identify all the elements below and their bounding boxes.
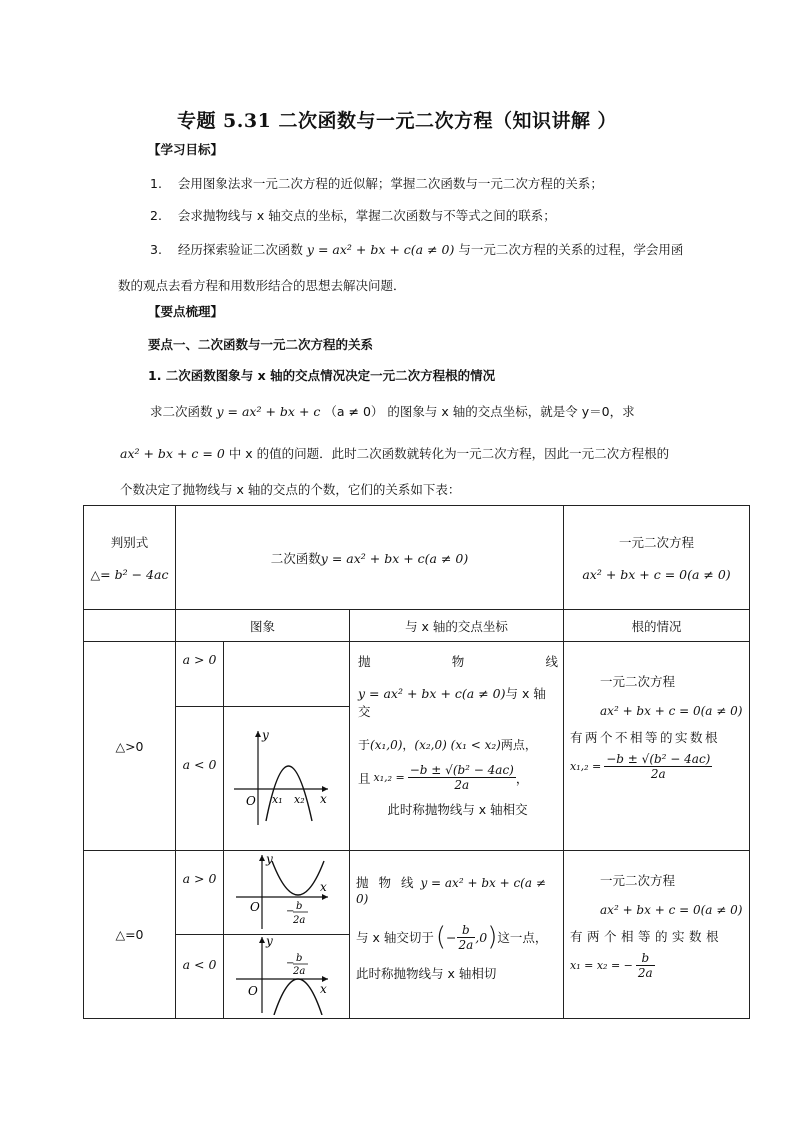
- vertex-num: b: [296, 901, 303, 912]
- root-label-x1: x₁: [272, 793, 283, 806]
- row2-roots-text: 有两个相等的实数根: [570, 929, 724, 944]
- row1-roots-formula2: [570, 752, 745, 781]
- row1-parabola-graph: [224, 727, 348, 827]
- frac-denominator: 2a: [650, 767, 666, 781]
- frac-numerator: −b ± √(b² − 4ac): [409, 763, 514, 777]
- goal-3-cont: 数的观点去看方程和用数形结合的思想去解决问题．: [118, 278, 406, 293]
- row1-inter-line1: [358, 652, 558, 670]
- y-axis-arrow: [259, 937, 265, 943]
- row1-inter-word: 抛: [358, 654, 371, 669]
- row2-inter-text: 这一点，: [497, 930, 548, 945]
- row1-roots-title: 一元二次方程: [600, 674, 676, 689]
- head-eq-formula: ax² + bx + c = 0(a ≠ 0): [582, 567, 731, 582]
- vertex-num: b: [296, 953, 303, 964]
- frac-numerator: b: [457, 923, 476, 938]
- row2-inter-text: 抛 物 线: [356, 875, 417, 890]
- row1-roots-fraction: [604, 752, 712, 781]
- axis-label-x: x: [320, 880, 327, 894]
- axis-label-y: y: [266, 852, 273, 866]
- subhead-intersection: 与 x 轴的交点坐标: [350, 610, 564, 642]
- head-disc-formula: △= b² − 4ac: [90, 567, 169, 582]
- frac-numerator: b: [636, 951, 655, 966]
- axis-label-x: x: [320, 982, 327, 996]
- row1-inter-after: 与 x 轴交: [358, 686, 546, 719]
- row1-roots-x12: x₁,₂ =: [570, 760, 602, 773]
- row1-inter-cond: (x₁ < x₂): [450, 738, 501, 752]
- row1-inter-line4: [358, 763, 557, 792]
- subhead-roots: 根的情况: [564, 610, 750, 642]
- table-subhead-row: [84, 610, 750, 642]
- parabola-curve: [274, 979, 322, 1015]
- relation-table: [83, 505, 750, 1019]
- row1-a-neg: a < 0: [176, 707, 224, 851]
- frac-denominator: 2a: [458, 937, 474, 952]
- row2-inter-text: 与 x 轴交切于: [356, 930, 434, 945]
- row2-inter-formula: y = ax² + bx + c(a ≠ 0): [356, 876, 546, 906]
- root-label-x2: x₂: [294, 793, 305, 806]
- goal-1: [150, 174, 603, 192]
- row1-inter-comma: ，: [515, 770, 529, 786]
- goals-header: 【学习目标】: [148, 142, 224, 157]
- row1-roots: [564, 642, 750, 851]
- points-header: 【要点梳理】: [148, 304, 224, 319]
- row2-inter-fraction: [457, 923, 476, 952]
- origin-label: O: [248, 984, 258, 998]
- goal-2-text: 会求抛物线与 x 轴交点的坐标，掌握二次函数与不等式之间的联系；: [177, 208, 556, 223]
- frac-denominator: 2a: [454, 778, 470, 792]
- goal-3: [150, 240, 683, 258]
- row1-inter-sep: ，: [402, 738, 415, 752]
- row2-top: [84, 851, 750, 935]
- row2-roots: [564, 851, 750, 1019]
- row2-inter-last: 此时称抛物线与 x 轴相切: [356, 966, 497, 981]
- row1-disc: △>0: [84, 642, 176, 851]
- subsection-title: 1. 二次函数图象与 x 轴的交点情况决定一元二次方程根的情况: [148, 368, 496, 383]
- parabola-curve: [272, 861, 324, 895]
- row1-inter-last: 此时称抛物线与 x 轴相交: [387, 802, 528, 817]
- row1-inter-pt1: (x₁,0): [370, 738, 403, 752]
- row2-downward-graph: [224, 935, 348, 1015]
- para-line-3: 个数决定了抛物线与 x 轴的交点的个数，它们的关系如下表：: [120, 482, 461, 497]
- row1-graph-neg: [224, 707, 350, 851]
- y-axis-arrow: [255, 731, 261, 737]
- row1-inter-line3: [358, 736, 557, 753]
- row1-intersection: [350, 642, 564, 851]
- row2-roots-x: x₁ = x₂ = −: [570, 959, 633, 972]
- row1-a-pos: a > 0: [176, 642, 224, 707]
- subhead-graph: 图象: [176, 610, 350, 642]
- para-line-1: [150, 402, 635, 420]
- frac-denominator: 2a: [637, 966, 653, 980]
- para-cond: （a ≠ 0）: [324, 404, 384, 419]
- vertex-minus: −: [286, 958, 295, 969]
- row1-inter-line2: [358, 684, 557, 720]
- row1-roots-formula: ax² + bx + c = 0(a ≠ 0): [600, 704, 743, 718]
- table-head-row: [84, 506, 750, 610]
- row1-graph-pos: [224, 642, 350, 707]
- row1-inter-word: 物: [451, 654, 465, 669]
- x-axis-arrow: [322, 894, 328, 900]
- row2-disc: △=0: [84, 851, 176, 1019]
- row2-a-neg: a < 0: [176, 935, 224, 1019]
- frac-numerator: −b ± √(b² − 4ac): [606, 752, 711, 766]
- row1-inter-formula: y = ax² + bx + c(a ≠ 0): [358, 686, 506, 701]
- row1-inter-text: 于: [358, 738, 371, 752]
- subhead-blank: [84, 610, 176, 642]
- goal-3-text-b: 与一元二次方程的关系的过程，学会用函: [458, 242, 684, 257]
- row1-inter-x12: x₁,₂ =: [373, 771, 405, 784]
- head-eq-cell: [564, 506, 750, 610]
- goal-2-num: 2.: [150, 208, 162, 223]
- vertex-den: 2a: [293, 966, 306, 977]
- goal-2: [150, 206, 556, 224]
- head-eq-label: 一元二次方程: [619, 535, 695, 550]
- row2-roots-fraction: [636, 951, 655, 980]
- head-func-cell: [176, 506, 564, 610]
- row1-top: [84, 642, 750, 707]
- row1-roots-text: 有两个不相等的实数根: [570, 730, 721, 745]
- para-text: 求二次函数: [150, 404, 213, 419]
- row2-upward-graph: [224, 851, 348, 931]
- axis-label-y: y: [262, 728, 269, 742]
- goal-3-text-a: 经历探索验证二次函数: [177, 242, 303, 257]
- row1-inter-text: 两点，: [500, 738, 537, 752]
- row1-inter-text: 且: [358, 770, 371, 786]
- page-title: 专题 5.31 二次函数与一元二次方程（知识讲解 ）: [176, 110, 618, 132]
- head-func-formula: y = ax² + bx + c(a ≠ 0): [320, 550, 469, 566]
- goal-3-num: 3.: [150, 242, 162, 257]
- para-line-2: [120, 444, 669, 462]
- head-disc-label: 判别式: [110, 535, 149, 550]
- row2-inter-line2: [356, 922, 557, 952]
- row2-roots-title: 一元二次方程: [600, 873, 676, 888]
- row2-pt-zero: ,0: [475, 929, 488, 945]
- goal-1-num: 1.: [150, 176, 162, 191]
- row2-graph-pos: [224, 851, 350, 935]
- paren-right: ): [487, 922, 498, 952]
- para-formula: ax² + bx + c = 0: [120, 446, 225, 461]
- row2-inter-line1: [356, 873, 557, 906]
- row2-graph-neg: [224, 935, 350, 1019]
- goal-3-formula: y = ax² + bx + c(a ≠ 0): [306, 242, 455, 257]
- origin-label: O: [250, 900, 260, 914]
- row2-roots-formula2: [570, 951, 745, 980]
- goal-1-text: 会用图象法求一元二次方程的近似解；掌握二次函数与一元二次方程的关系；: [177, 176, 603, 191]
- vertex-den: 2a: [293, 915, 306, 926]
- axis-label-x: x: [320, 792, 327, 806]
- head-disc-cell: [84, 506, 176, 610]
- section-title: 要点一、二次函数与一元二次方程的关系: [148, 337, 374, 352]
- paren-left: (: [435, 922, 447, 952]
- head-func-label: 二次函数: [270, 550, 321, 566]
- axis-label-y: y: [266, 935, 273, 948]
- row2-a-pos: a > 0: [176, 851, 224, 935]
- row1-inter-pt2: (x₂,0): [414, 738, 447, 752]
- row1-inter-fraction: [408, 763, 516, 792]
- row2-pt-minus: −: [446, 929, 457, 945]
- origin-label: O: [246, 794, 256, 808]
- vertex-minus: −: [286, 906, 295, 917]
- y-axis-arrow: [259, 855, 265, 861]
- para-text: 的图象与 x 轴的交点坐标，就是令 y＝0，求: [387, 404, 635, 419]
- row2-intersection: [350, 851, 564, 1019]
- row1-inter-word: 线: [545, 654, 558, 669]
- row2-roots-formula: ax² + bx + c = 0(a ≠ 0): [600, 903, 743, 917]
- para-formula: y = ax² + bx + c: [216, 404, 321, 419]
- para-text: 中 x 的值的问题．此时二次函数就转化为一元二次方程，因此一元二次方程根的: [228, 446, 670, 461]
